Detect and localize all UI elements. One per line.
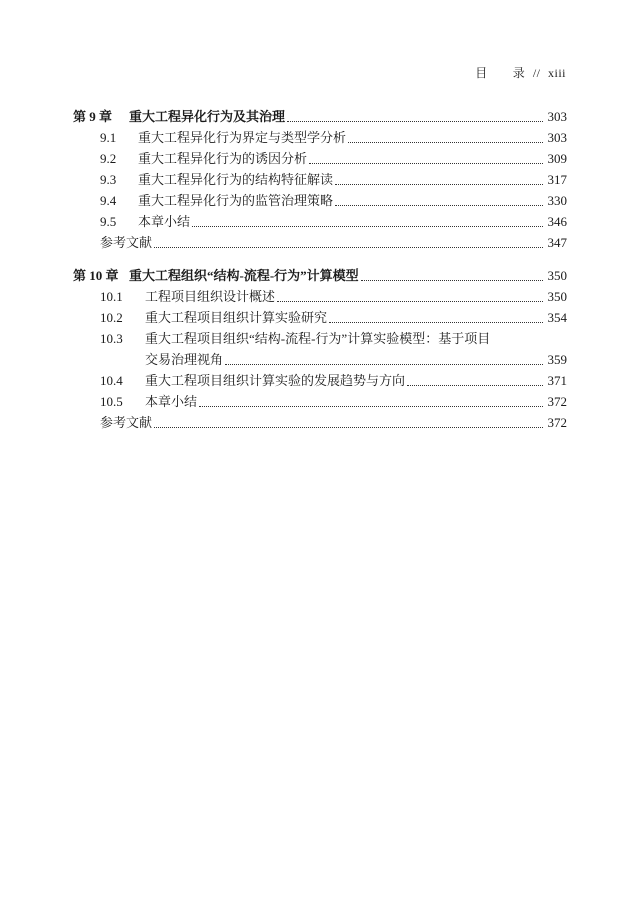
page-number: 330 — [547, 193, 567, 208]
leader-dots — [154, 427, 543, 428]
leader-dots — [309, 163, 543, 164]
section-number: 10.4 — [100, 373, 123, 388]
section-number: 9.5 — [100, 214, 117, 229]
leader-dots — [277, 301, 543, 302]
page-number: 354 — [547, 310, 567, 325]
section-number: 10.5 — [100, 394, 123, 409]
section-title: 重大工程异化行为界定与类型学分析 — [138, 130, 347, 145]
page-number: 303 — [547, 109, 567, 124]
toc-entry[interactable] — [73, 148, 567, 169]
page-number: 317 — [547, 172, 567, 187]
page-number: 350 — [547, 289, 567, 304]
page-number: 346 — [547, 214, 567, 229]
leader-dots — [225, 364, 543, 365]
references-title: 参考文献 — [100, 235, 153, 250]
toc-entry[interactable] — [73, 169, 567, 190]
page-number: 372 — [547, 394, 567, 409]
chapter-10 — [73, 265, 567, 433]
toc-entry[interactable] — [73, 328, 567, 349]
section-title: 本章小结 — [145, 394, 198, 409]
leader-dots — [329, 322, 543, 323]
references-title: 参考文献 — [100, 415, 153, 430]
page-number: 371 — [547, 373, 567, 388]
toc-entry[interactable] — [73, 370, 567, 391]
section-title: 重大工程项目组织计算实验的发展趋势与方向 — [145, 373, 406, 388]
running-header — [475, 64, 566, 81]
page-number: 309 — [547, 151, 567, 166]
page-number: 372 — [547, 415, 567, 430]
section-title: 重大工程异化行为的监管治理策略 — [138, 193, 334, 208]
header-page-number: xiii — [547, 66, 566, 80]
leader-dots — [154, 247, 543, 248]
section-number: 9.2 — [100, 151, 117, 166]
chapter-title: 重大工程组织“结构-流程-行为”计算模型 — [129, 268, 359, 283]
toc-entry[interactable] — [73, 286, 567, 307]
chapter-10-entry[interactable] — [73, 265, 567, 286]
section-number: 10.3 — [100, 331, 123, 346]
section-number: 9.4 — [100, 193, 117, 208]
section-title: 工程项目组织设计概述 — [145, 289, 276, 304]
leader-dots — [192, 226, 543, 227]
header-label-mu: 目 — [475, 66, 488, 80]
toc-entry-continuation[interactable] — [73, 349, 567, 370]
section-title: 重大工程异化行为的结构特征解读 — [138, 172, 334, 187]
chapter-9 — [73, 106, 567, 253]
toc-entry[interactable] — [73, 307, 567, 328]
chapter-9-entry[interactable] — [73, 106, 567, 127]
toc-entry[interactable] — [73, 127, 567, 148]
leader-dots — [407, 385, 543, 386]
page-number: 350 — [547, 268, 567, 283]
toc-entry[interactable] — [73, 391, 567, 412]
section-title-continuation: 交易治理视角 — [145, 352, 224, 367]
section-number: 10.2 — [100, 310, 123, 325]
section-number: 9.1 — [100, 130, 117, 145]
section-title: 重大工程项目组织计算实验研究 — [145, 310, 328, 325]
references-entry[interactable] — [73, 232, 567, 253]
leader-dots — [335, 184, 543, 185]
leader-dots — [287, 121, 543, 122]
leader-dots — [348, 142, 543, 143]
page-number: 303 — [547, 130, 567, 145]
header-separator: // — [532, 66, 541, 80]
section-number: 10.1 — [100, 289, 123, 304]
chapter-title: 重大工程异化行为及其治理 — [129, 109, 286, 124]
section-title: 本章小结 — [138, 214, 191, 229]
leader-dots — [361, 280, 543, 281]
section-title: 重大工程项目组织“结构-流程-行为”计算实验模型：基于项目 — [145, 331, 491, 346]
page-number: 359 — [547, 352, 567, 367]
leader-dots — [199, 406, 543, 407]
toc-entry[interactable] — [73, 211, 567, 232]
table-of-contents — [73, 106, 567, 445]
chapter-number: 第 10 章 — [73, 268, 119, 283]
header-label-lu: 录 — [512, 66, 526, 80]
leader-dots — [335, 205, 543, 206]
page-number: 347 — [547, 235, 567, 250]
toc-entry[interactable] — [73, 190, 567, 211]
chapter-number: 第 9 章 — [73, 109, 113, 124]
section-title: 重大工程异化行为的诱因分析 — [138, 151, 308, 166]
references-entry[interactable] — [73, 412, 567, 433]
section-number: 9.3 — [100, 172, 117, 187]
